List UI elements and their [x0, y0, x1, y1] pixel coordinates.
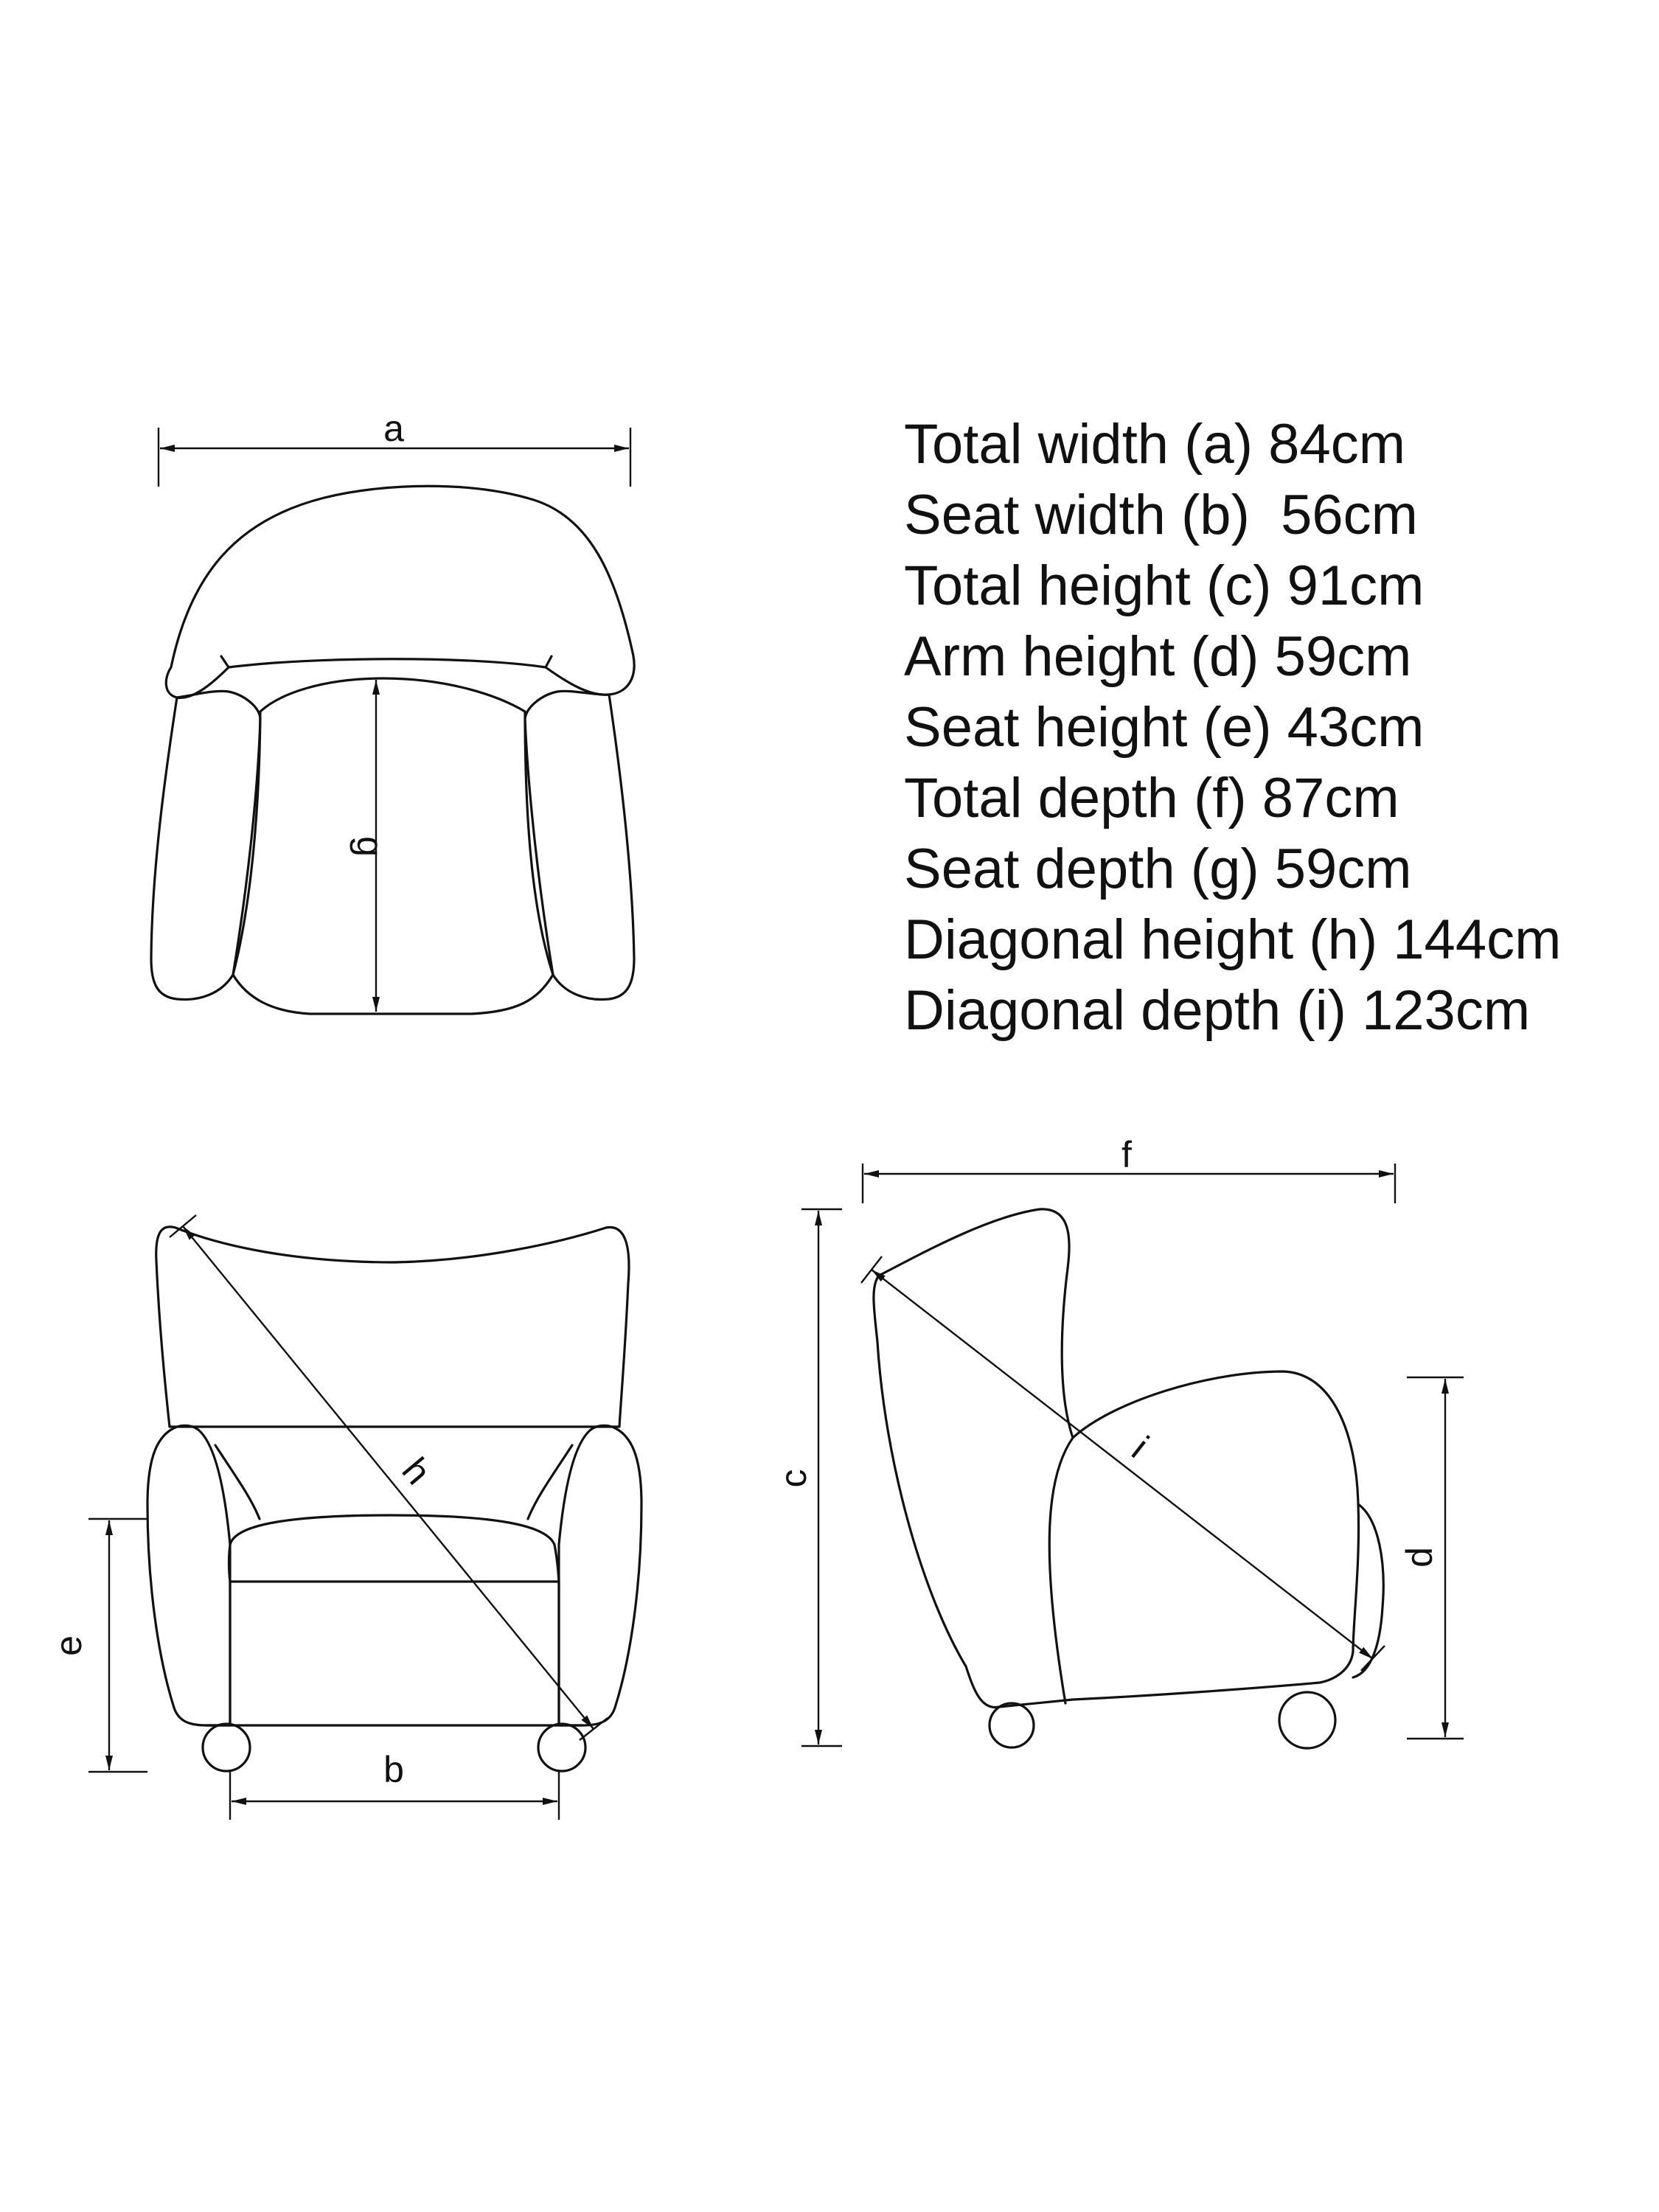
- spec-diagonal-height: Diagonal height (h) 144cm: [904, 908, 1562, 971]
- side-view-seat-line: [1049, 1438, 1073, 1703]
- dim-i-ext-top: [861, 1256, 882, 1283]
- dim-i-label: i: [1124, 1428, 1157, 1467]
- spec-seat-width: Seat width (b) 56cm: [904, 484, 1418, 546]
- spec-total-depth: Total depth (f) 87cm: [904, 767, 1399, 830]
- dim-h-ext-bottom: [580, 1718, 608, 1740]
- front-view-right-arm: [559, 1425, 641, 1725]
- dim-f-label: f: [1121, 1134, 1132, 1175]
- spec-seat-height: Seat height (e) 43cm: [904, 696, 1425, 759]
- dim-g-label: g: [349, 836, 391, 857]
- dim-h-line: [183, 1226, 594, 1729]
- top-view-crease-right: [546, 656, 552, 667]
- front-view-foot-right: [538, 1724, 585, 1771]
- dim-d-label: d: [1399, 1547, 1440, 1568]
- top-view-crease-left: [221, 656, 229, 667]
- front-view-foot-left: [203, 1724, 250, 1771]
- dim-b-label: b: [383, 1749, 404, 1790]
- specification-list: [904, 409, 1641, 1046]
- top-view: [151, 408, 634, 1014]
- dim-i-ext-bottom: [1361, 1646, 1385, 1671]
- front-view-wing-right: [528, 1445, 572, 1519]
- top-view-seat: [233, 678, 553, 1014]
- front-view: [48, 1215, 641, 1820]
- top-view-left-arm: [151, 691, 260, 999]
- dim-a-label: a: [383, 408, 404, 449]
- front-view-seat-front: [230, 1582, 559, 1724]
- top-view-backrest: [166, 486, 634, 698]
- spec-total-width: Total width (a) 84cm: [904, 413, 1406, 476]
- dim-h-label: h: [394, 1450, 439, 1492]
- front-view-left-arm: [147, 1425, 230, 1725]
- spec-total-height: Total height (c) 91cm: [904, 554, 1425, 617]
- top-view-right-arm: [525, 691, 634, 999]
- dim-i-line: [872, 1270, 1373, 1659]
- dim-e-label: e: [48, 1635, 89, 1656]
- side-view-foot-back: [990, 1703, 1034, 1747]
- spec-arm-height: Arm height (d) 59cm: [904, 625, 1412, 688]
- side-view: [773, 1134, 1464, 1748]
- front-view-seat-cushion: [229, 1515, 560, 1582]
- side-view-foot-front: [1279, 1692, 1335, 1748]
- dim-c-label: c: [773, 1469, 814, 1488]
- front-view-backrest: [156, 1227, 629, 1427]
- spec-diagonal-depth: Diagonal depth (i) 123cm: [904, 979, 1531, 1042]
- spec-seat-depth: Seat depth (g) 59cm: [904, 838, 1412, 900]
- side-view-outline: [874, 1209, 1359, 1708]
